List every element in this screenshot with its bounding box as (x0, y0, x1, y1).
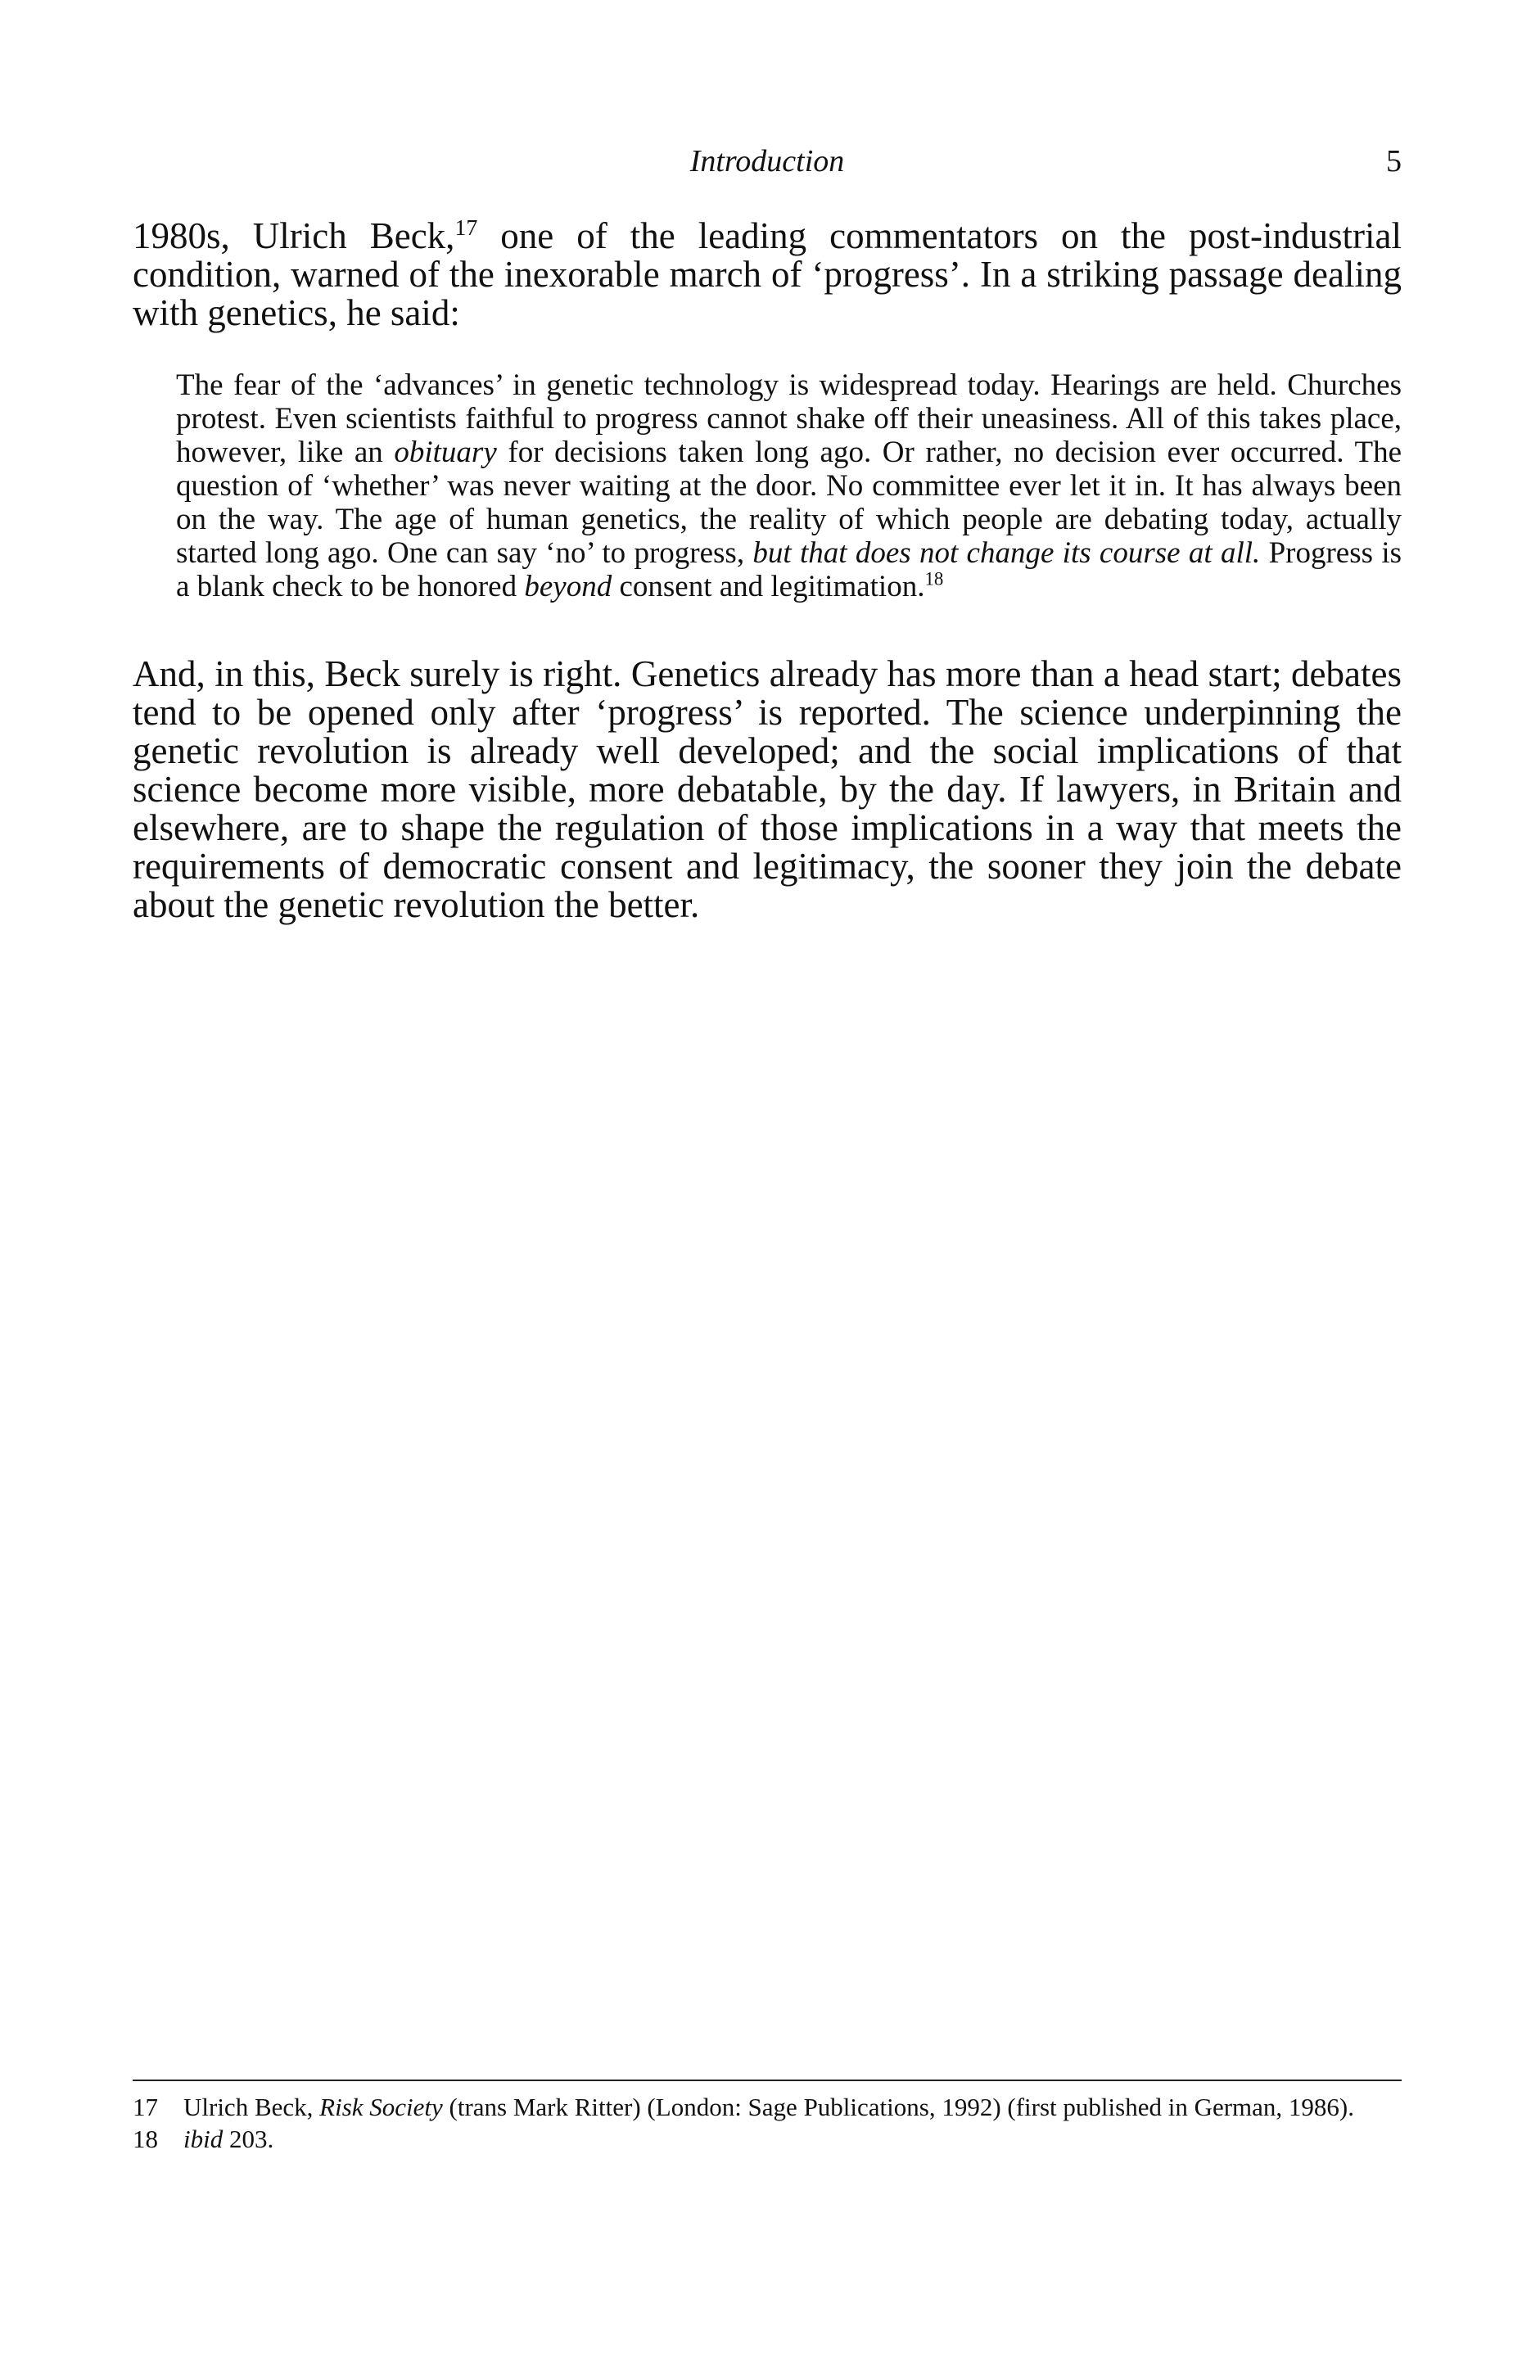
footnote-ref-17: 17 (454, 215, 478, 241)
footnote-divider (133, 2080, 1402, 2081)
footnote-text: 203. (223, 2125, 274, 2153)
page-number: 5 (1386, 144, 1402, 178)
footnote-text: Ulrich Beck, (183, 2093, 320, 2121)
footnote-text: (trans Mark Ritter) (London: Sage Publications, 1992) (first published in German, 1986). (442, 2093, 1354, 2121)
paragraph-beck-right: And, in this, Beck surely is right. Genetics already has more than a head start; debates tend to be opened only after ‘progress’ is reported. The science underpinning the genetic revolution is already well developed; and the social implications of that science become more visible, more debatable, by the day. If lawyers, in Britain and elsewhere, are to shape the regulation of those implications in a way that meets the requirements of democratic consent and legitimacy, the sooner they join the debate about the genetic revolution the better. (133, 653, 1402, 925)
quote-italic-obituary: obituary (394, 436, 497, 469)
footnotes (133, 2091, 1402, 2155)
footnote-ref-18: 18 (924, 568, 944, 589)
quote-text-a: The fear of the ‘advances’ in genetic technology is widespread today. Hearings are held. Churches protest. Even scientists faithful to progress cannot shake off their uneasiness. All of this takes place, however, like an (176, 368, 1402, 469)
block-quote-beck (176, 368, 1402, 603)
running-title: Introduction (689, 144, 845, 178)
quote-text-c: Progress is a blank check to be honored (176, 536, 1402, 603)
footnote-number: 18 (133, 2125, 158, 2153)
footnote-title: ibid (183, 2125, 224, 2153)
paragraph-beck-intro (133, 217, 1402, 332)
footnote-17 (133, 2091, 1402, 2123)
quote-text-b: for decisions taken long ago. Or rather, no decision ever occurred. The question of ‘whether’ was never waiting at the door. No committee ever let it in. It has always been on the way. The age of human genetics, the reality of which people are debating today, actually started long ago. One can say ‘no’ to progress, (176, 436, 1402, 570)
footnote-number: 17 (133, 2093, 158, 2121)
running-head (133, 141, 1402, 182)
paragraph-1-text-b: one of the leading commentators on the post-industrial condition, warned of the inexorable march of ‘progress’. In a striking passage dealing with genetics, he said: (133, 215, 1402, 333)
quote-italic-beyond: beyond (524, 570, 612, 603)
quote-italic-course: but that does not change its course at all. (752, 536, 1261, 570)
footnote-18 (133, 2123, 1402, 2155)
paragraph-1-text-a: 1980s, Ulrich Beck, (133, 215, 455, 256)
footnote-title: Risk Society (319, 2093, 443, 2121)
quote-text-d: consent and legitimation. (612, 570, 925, 603)
